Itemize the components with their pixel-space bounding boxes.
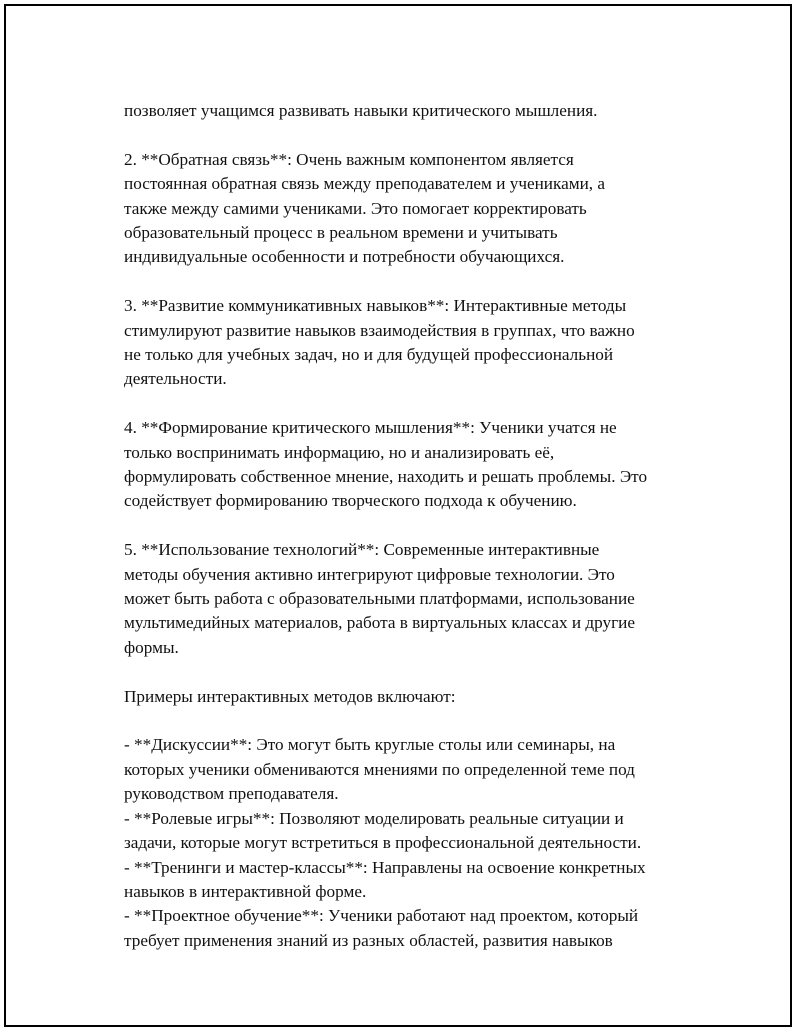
- paragraph-technologies: 5. **Использование технологий**: Современные интерактивные методы обучения активно интегрируют цифровые технологии. Это может быть работа с образовательными платформами, использование мультимедийных материалов, работа в виртуальных классах и другие формы.: [124, 540, 635, 657]
- paragraph-examples-list: - **Дискуссии**: Это могут быть круглые столы или семинары, на которых ученики обмениваются мнениями по определенной теме под руководством преподавателя. - **Ролевые игры**: Позволяют моделировать реальные ситуации и задачи, которые могут встретиться в профессиональной деятельности. - **Тренинги и мастер-классы**: Направлены на освоение конкретных навыков в интерактивной форме. - **Проектное обучение**: Ученики работают над проектом, который требует применения знаний из разных областей, развития навыков: [124, 735, 646, 950]
- paragraph-gap: [124, 514, 694, 538]
- paragraph-examples-heading: Примеры интерактивных методов включают:: [124, 686, 456, 706]
- paragraph-feedback: 2. **Обратная связь**: Очень важным компонентом является постоянная обратная связь между преподавателем и учениками, а также между самими учениками. Это помогает корректировать образовательный процесс в реальном времени и учитывать индивидуальные особенности и потребности обучающихся.: [124, 149, 606, 267]
- paragraph-intro-continuation: позволяет учащимся развивать навыки критического мышления.: [124, 101, 598, 120]
- paragraph-critical-thinking: 4. **Формирование критического мышления**: Ученики учатся не только воспринимать информацию, но и анализировать её, формулировать собственное мнение, находить и решать проблемы. Это содействует формированию творческого подхода к обучению.: [124, 418, 648, 511]
- paragraph-gap: [124, 270, 694, 294]
- paragraph-communication-skills: 3. **Развитие коммуникативных навыков**: Интерактивные методы стимулируют развитие навыков взаимодействия в группах, что важно не только для учебных задач, но и для будущей профессиональной деятельности.: [124, 296, 635, 389]
- document-body: [124, 99, 694, 953]
- paragraph-gap: [124, 392, 694, 416]
- paragraph-gap: [124, 660, 694, 684]
- paragraph-gap: [124, 709, 694, 733]
- paragraph-gap: [124, 123, 694, 147]
- page-frame: [4, 4, 792, 1027]
